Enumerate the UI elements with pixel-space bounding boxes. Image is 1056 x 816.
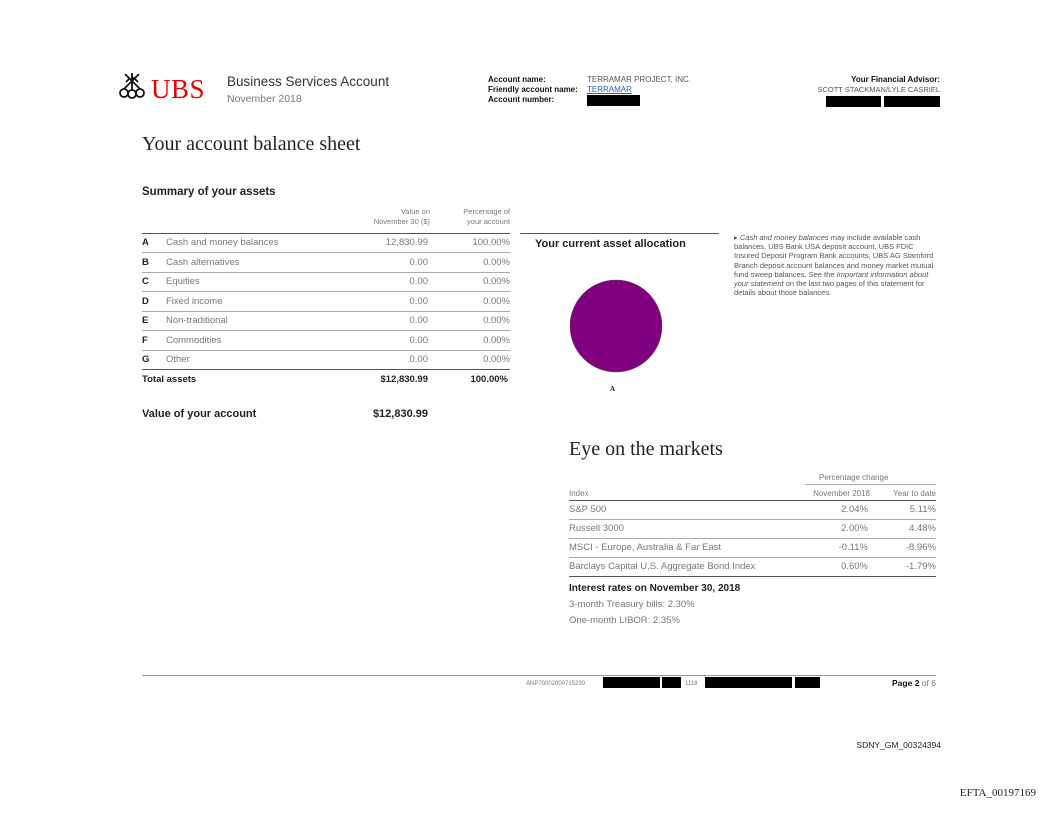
advisor-label: Your Financial Advisor: bbox=[851, 75, 940, 84]
asset-value: 0.00 bbox=[409, 354, 428, 365]
ubs-logo bbox=[117, 72, 207, 104]
market-ytd-change: -1.79% bbox=[905, 561, 936, 572]
asset-letter: G bbox=[142, 354, 150, 365]
asset-value: 12,830.99 bbox=[385, 237, 428, 248]
asset-value: 0.00 bbox=[409, 315, 428, 326]
redacted-footer-1 bbox=[603, 677, 660, 688]
total-assets-label: Total assets bbox=[142, 374, 197, 385]
account-value-label: Value of your account bbox=[142, 408, 257, 420]
asset-row bbox=[142, 350, 510, 370]
asset-letter: E bbox=[142, 315, 149, 326]
document-id: SDNY_GM_00324394 bbox=[856, 740, 941, 750]
total-assets-percent: 100.00% bbox=[470, 374, 508, 385]
friendly-name-label: Friendly account name: bbox=[488, 85, 578, 94]
asset-row bbox=[142, 311, 510, 331]
asset-row bbox=[142, 292, 510, 312]
note-text-1: may include available cash balances, UBS Bank USA deposit account, UBS FDIC Insured Deposit Program Bank accounts, UBS AG Stamford Branch deposit account balances and money market mutual fund sweep balances. See the bbox=[734, 233, 934, 279]
market-month-change: 0.60% bbox=[841, 561, 868, 572]
asset-letter: A bbox=[142, 237, 149, 248]
ytd-column-header: Year to date bbox=[893, 489, 936, 498]
asset-letter: F bbox=[142, 335, 148, 346]
asset-name: Cash alternatives bbox=[166, 257, 240, 268]
market-ytd-change: 5.11% bbox=[909, 504, 936, 515]
market-month-change: -0.11% bbox=[838, 542, 868, 553]
statement-period: November 2018 bbox=[227, 93, 302, 105]
efta-stamp: EFTA_00197169 bbox=[959, 787, 1036, 799]
redacted-footer-2 bbox=[662, 677, 681, 688]
account-name-value: TERRAMAR PROJECT, INC. bbox=[587, 75, 692, 84]
asset-name: Non-traditional bbox=[166, 315, 228, 326]
redacted-advisor-info-1 bbox=[826, 96, 881, 107]
asset-letter: C bbox=[142, 276, 149, 287]
markets-title: Eye on the markets bbox=[569, 438, 723, 460]
value-header-line1: Value on bbox=[400, 207, 430, 216]
market-month-change: 2.04% bbox=[841, 504, 868, 515]
redacted-account-number bbox=[587, 95, 640, 106]
market-ytd-change: 4.48% bbox=[909, 523, 936, 534]
page-of: of bbox=[921, 678, 929, 688]
asset-percent: 0.00% bbox=[483, 354, 510, 365]
pie-legend-label: A bbox=[610, 385, 616, 393]
value-header-line2: November 30 ($) bbox=[373, 217, 430, 226]
note-text-2: on the last two pages of this statement for details about those balances. bbox=[734, 279, 925, 298]
asset-percent: 100.00% bbox=[472, 237, 510, 248]
asset-name: Fixed income bbox=[166, 296, 223, 307]
month-column-header: November 2018 bbox=[813, 489, 870, 498]
note-bullet-icon: ▸ bbox=[734, 233, 738, 242]
footer-rule bbox=[142, 675, 936, 676]
brand-wordmark: UBS bbox=[151, 74, 206, 104]
keys-icon bbox=[117, 72, 147, 100]
market-month-change: 2.00% bbox=[841, 523, 868, 534]
value-column-header bbox=[374, 207, 430, 227]
asset-value: 0.00 bbox=[409, 335, 428, 346]
market-index: S&P 500 bbox=[569, 504, 607, 515]
footer-code: ANP70002000715230 bbox=[526, 681, 586, 687]
market-row bbox=[569, 557, 936, 577]
percent-header-line2: your account bbox=[467, 217, 510, 226]
redacted-footer-3 bbox=[705, 677, 792, 688]
asset-value: 0.00 bbox=[409, 276, 428, 287]
index-column-header: Index bbox=[569, 489, 589, 498]
interest-rates-title: Interest rates on November 30, 2018 bbox=[569, 583, 741, 594]
page-total: 6 bbox=[931, 678, 936, 688]
note-italic-term: Cash and money balances bbox=[739, 233, 829, 242]
redacted-advisor-info-2 bbox=[884, 96, 940, 107]
market-index: Barclays Capital U.S. Aggregate Bond Index bbox=[569, 561, 756, 572]
cash-balances-note bbox=[734, 233, 934, 297]
account-number-label: Account number: bbox=[488, 95, 555, 104]
asset-letter: B bbox=[142, 257, 149, 268]
friendly-name-link[interactable]: TERRAMAR bbox=[587, 85, 632, 94]
page-label: Page bbox=[891, 678, 913, 688]
treasury-rate: 3-month Treasury bills: 2.30% bbox=[569, 599, 695, 610]
pie-slice-A bbox=[570, 280, 662, 372]
allocation-top-rule bbox=[520, 233, 719, 234]
percent-header-line1: Percentage of bbox=[463, 207, 510, 216]
asset-percent: 0.00% bbox=[483, 276, 510, 287]
allocation-title: Your current asset allocation bbox=[535, 238, 686, 250]
asset-letter: D bbox=[142, 296, 149, 307]
percent-column-header bbox=[463, 207, 510, 227]
asset-value: 0.00 bbox=[409, 257, 428, 268]
page-number bbox=[892, 678, 936, 688]
note-italic-ref: Important information about your statement bbox=[734, 269, 929, 289]
asset-row bbox=[142, 272, 510, 292]
asset-name: Commodities bbox=[166, 335, 222, 346]
account-type-title: Business Services Account bbox=[227, 74, 390, 89]
page-current: 2 bbox=[914, 678, 920, 688]
summary-title: Summary of your assets bbox=[142, 186, 276, 198]
advisor-name: SCOTT STACKMAN/LYLE CASRIEL bbox=[817, 85, 940, 94]
account-name-label: Account name: bbox=[488, 75, 546, 84]
asset-name: Equities bbox=[166, 276, 200, 287]
market-index: MSCI - Europe, Australia & Far East bbox=[569, 542, 722, 553]
allocation-pie-chart bbox=[569, 279, 663, 373]
asset-percent: 0.00% bbox=[483, 335, 510, 346]
asset-name: Other bbox=[166, 354, 190, 365]
market-row bbox=[569, 519, 936, 539]
libor-rate: One-month LIBOR: 2.35% bbox=[569, 615, 680, 626]
asset-row bbox=[142, 233, 510, 253]
percent-change-rule bbox=[805, 484, 936, 485]
footer-code-2: 1118 bbox=[685, 681, 698, 687]
page-title: Your account balance sheet bbox=[142, 133, 361, 155]
asset-row bbox=[142, 253, 510, 273]
asset-value: 0.00 bbox=[409, 296, 428, 307]
asset-name: Cash and money balances bbox=[166, 237, 279, 248]
asset-row bbox=[142, 331, 510, 351]
redacted-footer-4 bbox=[795, 677, 820, 688]
account-value-amount: $12,830.99 bbox=[372, 408, 428, 420]
market-row bbox=[569, 500, 936, 520]
market-ytd-change: -8.96% bbox=[905, 542, 936, 553]
market-index: Russell 3000 bbox=[569, 523, 624, 534]
asset-percent: 0.00% bbox=[483, 315, 510, 326]
asset-percent: 0.00% bbox=[483, 257, 510, 268]
percent-change-header: Percentage change bbox=[819, 473, 889, 482]
market-row bbox=[569, 538, 936, 558]
asset-percent: 0.00% bbox=[483, 296, 510, 307]
total-assets-value: $12,830.99 bbox=[380, 374, 428, 385]
